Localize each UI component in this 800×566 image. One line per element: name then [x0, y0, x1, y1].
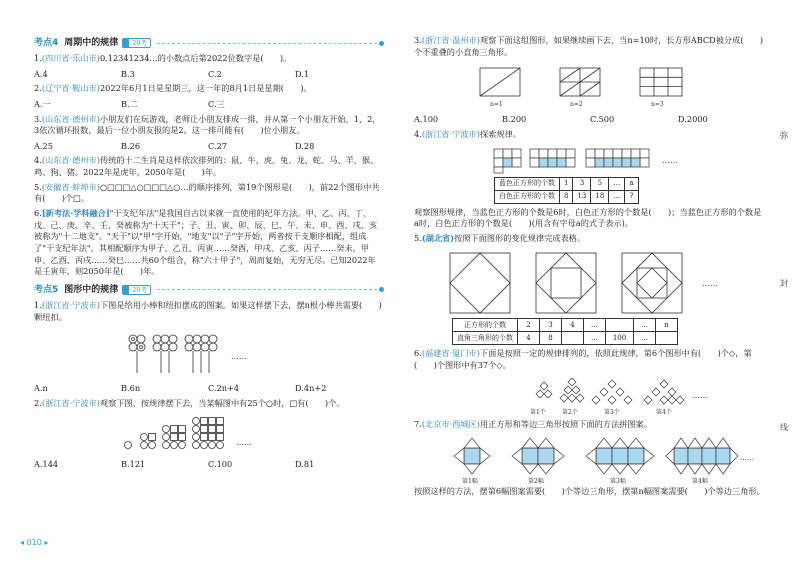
question-r4: 4.(浙江省·宁波市)探索规律。 …… 蓝色正方形的个数 1 3 5 … a 白色正方形的个数 8 13 18 … ? 观察图形规律，当蓝色正方形的个数是6时，白色正方形的个数是( )；当蓝色正方形的个数是a时，白色正方形的个数是( )(用含有字母a的式子表示)。	[414, 129, 766, 230]
question-4-2: 2.(辽宁省·鞍山市)2022年6月1日是星期三，这一年的8月1日是星期( )。 A.一 B.二 C.三	[34, 83, 312, 109]
section-header-4	[34, 36, 382, 50]
section-title: 周期中的规律	[64, 37, 119, 48]
section-title: 图形中的规律	[64, 284, 119, 295]
svg-text:n=2: n=2	[570, 101, 583, 109]
right-column	[414, 32, 766, 498]
question-4-3: 3.(山东省·德州市)小朋友们在玩游戏，老师让小朋友排成一排，并从第一个小朋友开始，1，2，3依次循环报数，最后一位小朋友报的是2。这一排可能有( )位小朋友。 A.25 B.26 C.27 D.28	[34, 113, 381, 151]
margin-seal-char: 封	[780, 279, 788, 288]
svg-text:第4个: 第4个	[656, 408, 672, 416]
circles-squares-figure	[34, 415, 382, 455]
sticks-buttons-figure	[34, 329, 382, 379]
squares-triangles-table: 正方形的个数 2 3 4 … … n 直角三角形的个数 4 8 … 100 …	[452, 318, 678, 345]
question-5-1: 1.(浙江省·宁波市)下图是给用小棒和纽扣摆成的图案。如果这样摆下去，摆n根小棒共需要( )颗纽扣。 …… A.n B.6n C.2n+4 D.4n+2	[34, 299, 382, 394]
svg-text:……: ……	[692, 390, 708, 400]
svg-text:……: ……	[662, 155, 678, 165]
question-4-5: 5.(安徽省·蚌埠市)○□□□△○□□□△○…的顺序排列，第19个图形是( )，前22个图形中共有( )个□。	[34, 181, 380, 204]
svg-text:第2幅: 第2幅	[528, 478, 544, 486]
question-r5: 5.(湖北省)按照下面图形的变化规律完成表格。 …… 正方形的个数 2 3 4 … … n 直角三角形的个数 4 8 … 100 …	[414, 233, 766, 346]
svg-text:第1个: 第1个	[530, 408, 546, 416]
margin-seal-char: 线	[780, 423, 788, 432]
svg-text:第3幅: 第3幅	[610, 478, 626, 486]
question-r6: 6.(福建省·厦门市)下面是按照一定的规律排列的，依照此规律，第6个图形中有( )个◇，第( )个图形中有37个◇。 第1个 第2个 第3个 第4个 ……	[414, 348, 766, 415]
sticks-buttons-image	[123, 329, 293, 379]
nested-squares-figure	[414, 250, 766, 316]
svg-text:第3个: 第3个	[604, 408, 620, 416]
blue-squares-figure	[494, 147, 766, 175]
exam-count-badge: 20考	[122, 285, 151, 295]
svg-text:n=3: n=3	[651, 101, 664, 109]
question-r3: 3.(浙江省·温州市)观察下面这组图形，如果继续画下去，当n=10时，长方形ABCD被分成( )个不重叠的小直角三角形。 n=1 n=2 n=3 A.100 B.200 C.500 D.2000	[414, 35, 766, 126]
svg-text:第2个: 第2个	[562, 408, 578, 416]
section-tag: 考点4	[34, 37, 59, 48]
rectangles-figure	[414, 64, 766, 110]
exam-count-badge: 20考	[122, 38, 151, 48]
question-4-1: 1.(四川省·乐山市)0.12341234…的小数点后第2022位数字是( )。 A.4 B.3 C.2 D.1	[34, 53, 310, 79]
section-tag: 考点5	[34, 284, 59, 295]
question-4-6: 6.[新考法·学科融合]"干支纪年法"是我国自古以来就一直使用的纪年方法。甲、乙、丙、丁、戊、己、庚、辛、壬、癸被称为"十天干"；子、丑、寅、卯、辰、巳、午、未、申、酉、戌、亥被称为"十二地支"。"天干"以"甲"字开始，"地支"以"子"字开始，两者按干支顺序相配，组成了"干支纪年法"，其相配顺序为甲子、乙丑、丙寅……癸酉，甲戌、乙亥、丙子……癸未，甲申、乙酉、丙戌……癸巳……共60个组合，称"六十甲子"，周而复始，无穷无尽。已知2022年是壬寅年，则2050年是( )年。	[34, 208, 378, 277]
section-rule	[157, 43, 382, 44]
question-r7: 7.(北京市·西城区)用正方形和等边三角形按照下面的方法拼图案。 第1幅 第2幅 第3幅 第4幅 …… 按照这样的方法，摆第6幅图案需要( )个等边三角形，摆第n幅图案需要( )个等边三角形。	[414, 418, 765, 497]
page-number: ◂ 010 ▸	[20, 537, 49, 547]
section-header-5	[34, 283, 382, 297]
blue-white-table: 蓝色正方形的个数 1 3 5 … a 白色正方形的个数 8 13 18 … ?	[494, 177, 639, 204]
svg-text:n=1: n=1	[490, 101, 503, 109]
square-triangle-figure	[414, 436, 766, 484]
svg-text:……: ……	[740, 454, 754, 463]
section-rule	[157, 289, 382, 290]
question-4-4: 4.(山东省·德州市)传统的十二生肖是这样依次排列的：鼠、牛、虎、兔、龙、蛇、马、羊、猴、鸡、狗、猪。2022年是虎年，2050年是( )年。	[34, 155, 379, 178]
ellipsis-text: ……	[231, 352, 247, 362]
diamonds-figure	[414, 378, 766, 416]
question-5-2: 2.(浙江省·宁波市)观察下图，按规律摆下去，当某幅图中有25个○时，□有( )个。 …… A.144 B.121 C.100 D.81	[34, 398, 382, 471]
margin-seal-char: 弥	[780, 131, 788, 140]
ellipsis-text: ……	[236, 438, 252, 448]
svg-text:……: ……	[702, 279, 718, 289]
svg-text:第4幅: 第4幅	[692, 478, 708, 486]
left-column	[34, 0, 382, 471]
svg-text:第1幅: 第1幅	[462, 478, 478, 486]
